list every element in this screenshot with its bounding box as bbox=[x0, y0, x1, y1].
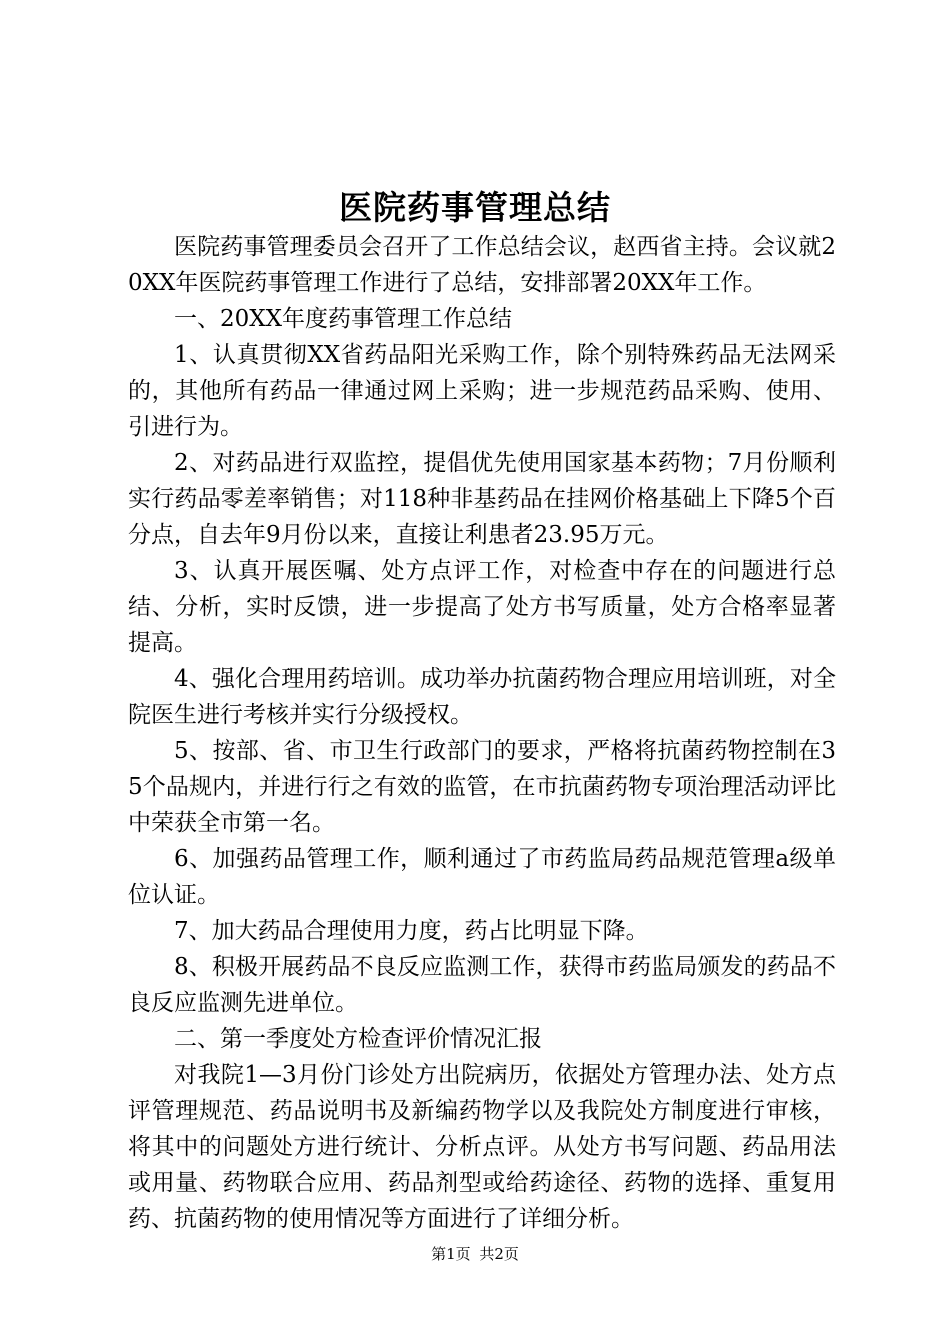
list-item-4: 4、强化合理用药培训。成功举办抗菌药物合理应用培训班，对全院医生进行考核并实行分级授权。 bbox=[128, 666, 836, 728]
paragraph-intro: 医院药事管理委员会召开了工作总结会议，赵西省主持。会议就20XX年医院药事管理工作进行了总结，安排部署20XX年工作。 bbox=[128, 234, 836, 296]
page-total: 共2页 bbox=[479, 1245, 519, 1263]
section-heading-2: 二、第一季度处方检查评价情况汇报 bbox=[174, 1026, 542, 1052]
section-heading-1: 一、20XX年度药事管理工作总结 bbox=[174, 306, 513, 332]
list-item-6: 6、加强药品管理工作，顺利通过了市药监局药品规范管理a级单位认证。 bbox=[128, 846, 836, 908]
list-item-8: 8、积极开展药品不良反应监测工作，获得市药监局颁发的药品不良反应监测先进单位。 bbox=[128, 954, 836, 1016]
document-body bbox=[128, 229, 836, 1237]
list-item-2: 2、对药品进行双监控，提倡优先使用国家基本药物；7月份顺利实行药品零差率销售；对118种非基药品在挂网价格基础上下降5个百分点，自去年9月份以来，直接让利患者23.95万元。 bbox=[128, 450, 836, 548]
paragraph-review: 对我院1—3月份门诊处方出院病历，依据处方管理办法、处方点评管理规范、药品说明书及新编药物学以及我院处方制度进行审核，将其中的问题处方进行统计、分析点评。从处方书写问题、药品用法或用量、药物联合应用、药品剂型或给药途径、药物的选择、重复用药、抗菌药物的使用情况等方面进行了详细分析。 bbox=[128, 1062, 836, 1232]
list-item-7: 7、加大药品合理使用力度，药占比明显下降。 bbox=[174, 918, 649, 944]
page-footer bbox=[0, 1243, 950, 1265]
page-number: 第1页 bbox=[431, 1245, 471, 1263]
list-item-5: 5、按部、省、市卫生行政部门的要求，严格将抗菌药物控制在35个品规内，并进行行之有效的监管，在市抗菌药物专项治理活动评比中荣获全市第一名。 bbox=[128, 738, 836, 836]
list-item-1: 1、认真贯彻XX省药品阳光采购工作，除个别特殊药品无法网采的，其他所有药品一律通过网上采购；进一步规范药品采购、使用、引进行为。 bbox=[128, 342, 836, 440]
document-title: 医院药事管理总结 bbox=[339, 188, 611, 227]
list-item-3: 3、认真开展医嘱、处方点评工作，对检查中存在的问题进行总结、分析，实时反馈，进一步提高了处方书写质量，处方合格率显著提高。 bbox=[128, 558, 836, 656]
